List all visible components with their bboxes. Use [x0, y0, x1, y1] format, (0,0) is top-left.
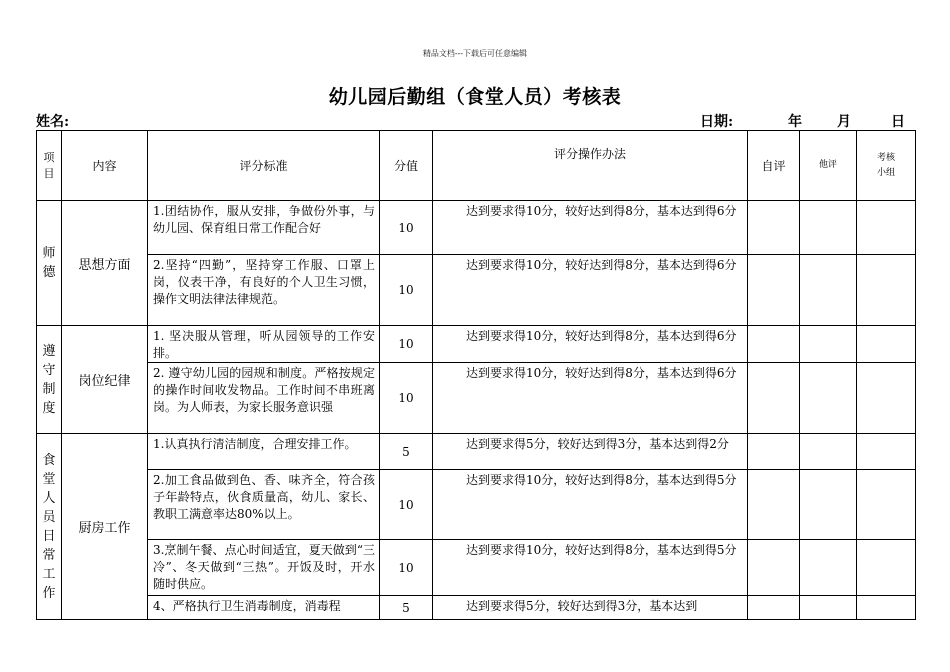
method-cell: 达到要求得10分，较好达到得8分，基本达到得5分 — [433, 470, 748, 540]
standard-cell: 1.团结协作，服从安排，争做份外事，与幼儿园、保育组日常工作配合好 — [148, 201, 380, 255]
score-cell: 10 — [380, 540, 433, 596]
peer-eval-cell[interactable] — [800, 326, 857, 363]
group-eval-cell[interactable] — [857, 201, 916, 255]
self-eval-cell[interactable] — [748, 201, 800, 255]
group-eval-cell[interactable] — [857, 596, 916, 620]
header-peer-eval: 他评 — [800, 131, 857, 201]
header-self-eval: 自评 — [748, 131, 800, 201]
name-label: 姓名: — [36, 114, 70, 130]
group-eval-cell[interactable] — [857, 434, 916, 470]
method-cell: 达到要求得10分，较好达到得8分，基本达到得6分 — [433, 363, 748, 434]
month-label: 月 — [837, 114, 851, 130]
date-label: 日期: — [700, 114, 734, 130]
table-row — [37, 596, 916, 620]
score-cell: 10 — [380, 326, 433, 363]
header-score: 分值 — [380, 131, 433, 201]
header-content: 内容 — [62, 131, 148, 201]
self-eval-cell[interactable] — [748, 540, 800, 596]
header-method: 评分操作办法 — [433, 131, 748, 201]
standard-cell: 1. 坚决服从管理，听从园领导的工作安排。 — [148, 326, 380, 363]
score-cell: 10 — [380, 363, 433, 434]
group-eval-cell[interactable] — [857, 363, 916, 434]
category-cell: 师德 — [37, 201, 62, 326]
self-eval-cell[interactable] — [748, 434, 800, 470]
score-cell: 10 — [380, 470, 433, 540]
group-eval-cell[interactable] — [857, 326, 916, 363]
self-eval-cell[interactable] — [748, 326, 800, 363]
peer-eval-cell[interactable] — [800, 363, 857, 434]
peer-eval-cell[interactable] — [800, 434, 857, 470]
peer-eval-cell[interactable] — [800, 596, 857, 620]
score-cell: 5 — [380, 596, 433, 620]
group-eval-cell[interactable] — [857, 470, 916, 540]
header-standard: 评分标准 — [148, 131, 380, 201]
assessment-table — [36, 130, 916, 620]
peer-eval-cell[interactable] — [800, 201, 857, 255]
header-row — [37, 131, 916, 201]
standard-cell: 2. 遵守幼儿园的园规和制度。严格按规定的操作时间收发物品。工作时间不串班离岗。为人师表，为家长服务意识强 — [148, 363, 380, 434]
peer-eval-cell[interactable] — [800, 540, 857, 596]
score-cell: 10 — [380, 201, 433, 255]
table-row — [37, 255, 916, 326]
self-eval-cell[interactable] — [748, 470, 800, 540]
score-cell: 5 — [380, 434, 433, 470]
header-group-eval: 考核小组 — [857, 131, 916, 201]
peer-eval-cell[interactable] — [800, 470, 857, 540]
self-eval-cell[interactable] — [748, 363, 800, 434]
category-cell: 食堂人员日常工作 — [37, 434, 62, 620]
content-cell: 岗位纪律 — [62, 326, 148, 434]
header-item: 项目 — [37, 131, 62, 201]
method-cell: 达到要求得5分，较好达到得3分，基本达到得2分 — [433, 434, 748, 470]
year-label: 年 — [788, 114, 802, 130]
standard-cell: 1.认真执行清洁制度，合理安排工作。 — [148, 434, 380, 470]
table-row — [37, 326, 916, 363]
standard-cell: 2.坚持“四勤”，坚持穿工作服、口罩上岗，仪表干净，有良好的个人卫生习惯，操作文明法律法律规范。 — [148, 255, 380, 326]
method-cell: 达到要求得10分，较好达到得8分，基本达到得5分 — [433, 540, 748, 596]
method-cell: 达到要求得10分，较好达到得8分，基本达到得6分 — [433, 255, 748, 326]
document-title: 幼儿园后勤组（食堂人员）考核表 — [328, 86, 622, 108]
category-cell: 遵守制度 — [37, 326, 62, 434]
table-row — [37, 434, 916, 470]
standard-cell: 4、严格执行卫生消毒制度，消毒程 — [148, 596, 380, 620]
table-row — [37, 540, 916, 596]
self-eval-cell[interactable] — [748, 255, 800, 326]
content-cell: 思想方面 — [62, 201, 148, 326]
method-cell: 达到要求得5分，较好达到得3分，基本达到 — [433, 596, 748, 620]
standard-cell: 3.烹制午餐、点心时间适宜，夏天做到“三冷”、冬天做到“三热”。开饭及时，开水随时供应。 — [148, 540, 380, 596]
day-label: 日 — [891, 114, 905, 130]
self-eval-cell[interactable] — [748, 596, 800, 620]
watermark-text: 精品文档---下载后可任意编辑 — [422, 49, 528, 58]
score-cell: 10 — [380, 255, 433, 326]
table-row — [37, 201, 916, 255]
content-cell: 厨房工作 — [62, 434, 148, 620]
method-cell: 达到要求得10分，较好达到得8分，基本达到得6分 — [433, 326, 748, 363]
group-eval-cell[interactable] — [857, 255, 916, 326]
group-eval-cell[interactable] — [857, 540, 916, 596]
peer-eval-cell[interactable] — [800, 255, 857, 326]
method-cell: 达到要求得10分，较好达到得8分，基本达到得6分 — [433, 201, 748, 255]
standard-cell: 2.加工食品做到色、香、味齐全，符合孩子年龄特点，伙食质量高，幼儿、家长、教职工满意率达80%以上。 — [148, 470, 380, 540]
table-row — [37, 363, 916, 434]
table-row — [37, 470, 916, 540]
info-row — [36, 111, 908, 129]
